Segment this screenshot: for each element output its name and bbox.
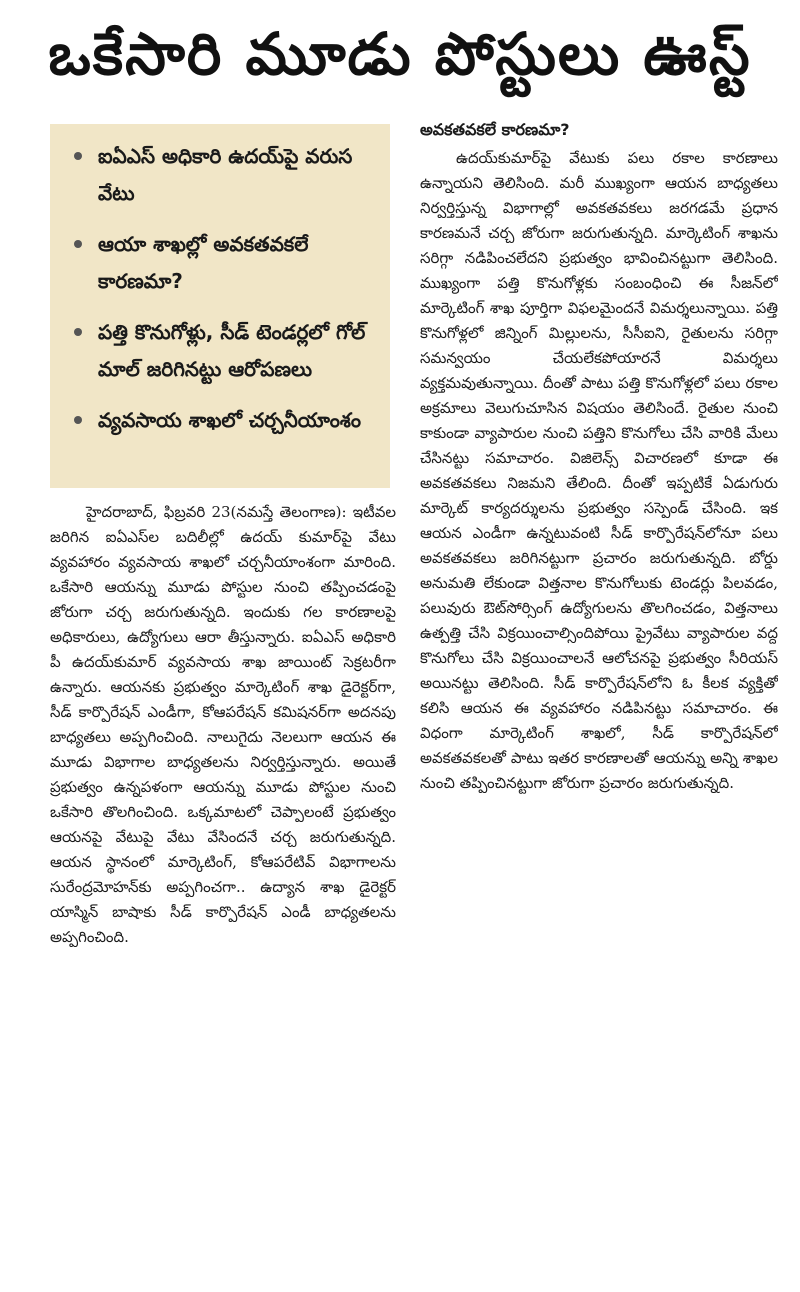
right-column-body: ఉదయ్‌కుమార్‌పై వేటుకు పలు రకాల కారణాలు ఉన్నాయని తెలిసింది. మరీ ముఖ్యంగా ఆయన బాధ్యతలు నిర్వర్తిస్తున్న విభాగాల్లో అవకతవకలు జరగడమే ప్రధాన కారణమనే చర్చ జోరుగా జరుగుతున్నది. మార్కెటింగ్ శాఖను సరిగ్గా నడిపించలేదని ప్రభుత్వం భావించినట్టుగా తెలిసింది. ముఖ్యంగా పత్తి కొనుగోళ్లకు సంబంధించి ఈ సీజన్‌లో మార్కెటింగ్ శాఖ పూర్తిగా విఫలమైందనే విమర్శలున్నాయి. పత్తి కొనుగోళ్లలో జిన్నింగ్ మిల్లులను, సీసీఐని, రైతులను సరిగ్గా సమన్వయం చేయలేకపోయారనే విమర్శలు వ్యక్తమవుతున్నాయి. దీంతో పాటు పత్తి కొనుగోళ్లలో పలు రకాల అక్రమాలు వెలుగుచూసిన విషయం తెలిసిందే. రైతుల నుంచి కాకుండా వ్యాపారుల నుంచి పత్తిని కొనుగోలు చేసి వారికి మేలు చేసినట్టు సమాచారం. విజిలెన్స్ విచారణలో కూడా ఈ అవకతవకలు నిజమని తేలింది. దీంతో ఇప్పటికే ఏడుగురు మార్కెట్ కార్యదర్శులను ప్రభుత్వం సస్పెండ్ చేసింది. ఇక ఆయన ఎండీగా ఉన్నటువంటి సీడ్ కార్పొరేషన్‌లోనూ పలు అవకతవకలు జరిగినట్టుగా ప్రచారం జరుగుతున్నది. బోర్డు అనుమతి లేకుండా విత్తనాల కొనుగోలుకు టెండర్లు పిలవడం, పలువురు ఔట్‌సోర్సింగ్ ఉద్యోగులను తొలగించడం, విత్తనాలు ఉత్పత్తి చేసి విక్రయించాల్సిందిపోయి ప్రైవేటు వ్యాపారుల వద్ద కొనుగోలు చేసి విక్రయించాలనే ఆలోచనపై ప్రభుత్వం సీరియస్ అయినట్టు తెలిసింది. సీడ్ కార్పొరేషన్‌లోని ఓ కీలక వ్యక్తితో కలిసి ఆయన ఈ వ్యవహారం నడిపినట్టు సమాచారం. ఈ విధంగా మార్కెటింగ్ శాఖలో, సీడ్ కార్పొరేషన్‌లో అవకతవకలతో పాటు ఇతర కారణాలతో ఆయన్ను అన్ని శాఖల నుంచి తప్పించినట్టుగా జోరుగా ప్రచారం జరుగుతున్నది. — [420, 149, 778, 792]
highlight-item — [64, 314, 380, 388]
highlight-text: వ్యవసాయ శాఖలో చర్చనీయాంశం — [98, 408, 361, 432]
left-column — [50, 500, 396, 1260]
section-subheading: అవకతవకలే కారణమా? — [420, 120, 570, 139]
bullet-icon — [74, 328, 82, 336]
highlight-text: ఐఏఎస్ అధికారి ఉదయ్‌పై వరుస వేటు — [98, 144, 353, 205]
bullet-icon — [74, 416, 82, 424]
left-column-body: హైదరాబాద్, ఫిబ్రవరి 23(నమస్తే తెలంగాణ): ఇటీవల జరిగిన ఐఏఎస్‌ల బదిలీల్లో ఉదయ్ కుమార్‌పై వేటు వ్యవహారం వ్యవసాయ శాఖలో చర్చనీయాంశంగా మారింది. ఒకేసారి ఆయన్ను మూడు పోస్టుల నుంచి తప్పించడంపై జోరుగా చర్చ జరుగుతున్నది. ఇందుకు గల కారణాలపై అధికారులు, ఉద్యోగులు ఆరా తీస్తున్నారు. ఐఏఎస్ అధికారి పీ ఉదయ్‌కుమార్ వ్యవసాయ శాఖ జాయింట్ సెక్రటరీగా ఉన్నారు. ఆయనకు ప్రభుత్వం మార్కెటింగ్ శాఖ డైరెక్టర్‌గా, సీడ్ కార్పొరేషన్ ఎండీగా, కోఆపరేషన్ కమిషనర్‌గా అదనపు బాధ్యతలు అప్పగించింది. నాలుగైదు నెలలుగా ఆయన ఈ మూడు విభాగాల బాధ్యతలను నిర్వర్తిస్తున్నారు. అయితే ప్రభుత్వం ఉన్నపళంగా ఆయన్ను మూడు పోస్టుల నుంచి ఒకేసారి తొలగించింది. ఒక్కమాటలో చెప్పాలంటే ప్రభుత్వం ఆయనపై వేటుపై వేటు వేసిందనే చర్చ జరుగుతున్నది. ఆయన స్థానంలో మార్కెటింగ్, కోఆపరేటివ్ విభాగాలను సురేంద్రమోహన్‌కు అప్పగించగా.. ఉద్యాన శాఖ డైరెక్టర్ యాస్మిన్ బాషాకు సీడ్ కార్పొరేషన్ ఎండీ బాధ్యతలను అప్పగించింది. — [50, 503, 396, 946]
highlight-item — [64, 226, 380, 300]
bullet-icon — [74, 240, 82, 248]
bullet-icon — [74, 152, 82, 160]
highlights-box — [50, 124, 390, 488]
right-column — [420, 116, 778, 1266]
highlight-item — [64, 138, 380, 212]
article-headline: ఒకేసారి మూడు పోస్టులు ఊస్ట్ — [48, 19, 752, 88]
highlight-text: పత్తి కొనుగోళ్లు, సీడ్ టెండర్లలో గోల్ మాల్ జరిగినట్టు ఆరోపణలు — [98, 320, 366, 381]
highlight-item — [64, 402, 380, 439]
highlight-text: ఆయా శాఖల్లో అవకతవకలే కారణమా? — [98, 232, 309, 293]
